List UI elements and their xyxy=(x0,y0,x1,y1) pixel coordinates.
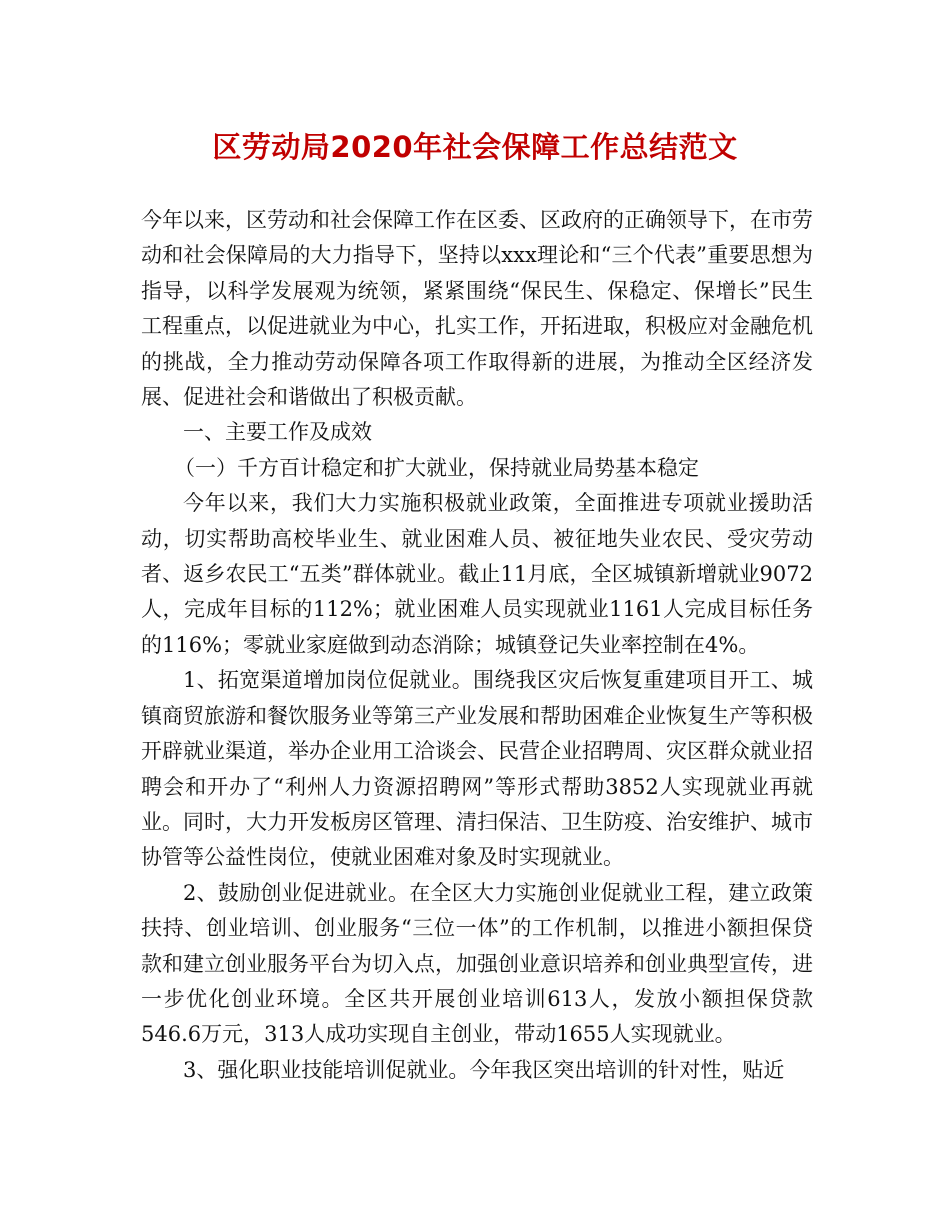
document-body xyxy=(141,203,813,1088)
document-title: 区劳动局2020年社会保障工作总结范文 xyxy=(212,130,738,164)
section-heading: 一、主要工作及成效 xyxy=(183,420,372,445)
paragraph-item-1: 1、拓宽渠道增加岗位促就业。围绕我区灾后恢复重建项目开工、城镇商贸旅游和餐饮服务业等第三产业发展和帮助困难企业恢复生产等积极开辟就业渠道，举办企业用工洽谈会、民营企业招聘周、灾区群众就业招聘会和开办了“利州人力资源招聘网”等形式帮助3852人实现就业再就业。同时，大力开发板房区管理、清扫保洁、卫生防疫、治安维护、城市协管等公益性岗位，使就业困难对象及时实现就业。 xyxy=(141,668,813,870)
paragraph-intro: 今年以来，区劳动和社会保障工作在区委、区政府的正确领导下，在市劳动和社会保障局的大力指导下，坚持以xxx理论和“三个代表”重要思想为指导，以科学发展观为统领，紧紧围绕“保民生、保稳定、保增长”民生工程重点，以促进就业为中心，扎实工作，开拓进取，积极应对金融危机的挑战，全力推动劳动保障各项工作取得新的进展，为推动全区经济发展、促进社会和谐做出了积极贡献。 xyxy=(141,208,813,410)
paragraph-employment: 今年以来，我们大力实施积极就业政策，全面推进专项就业援助活动，切实帮助高校毕业生、就业困难人员、被征地失业农民、受灾劳动者、返乡农民工“五类”群体就业。截止11月底，全区城镇新增就业9072人，完成年目标的112%；就业困难人员实现就业1161人完成目标任务的116%；零就业家庭做到动态消除；城镇登记失业率控制在4%。 xyxy=(141,491,813,657)
paragraph-item-2: 2、鼓励创业促进就业。在全区大力实施创业促就业工程，建立政策扶持、创业培训、创业服务“三位一体”的工作机制，以推进小额担保贷款和建立创业服务平台为切入点，加强创业意识培养和创业典型宣传，进一步优化创业环境。全区共开展创业培训613人，发放小额担保贷款546.6万元，313人成功实现自主创业，带动1655人实现就业。 xyxy=(141,880,813,1047)
paragraph-item-3: 3、强化职业技能培训促就业。今年我区突出培训的针对性，贴近 xyxy=(183,1057,785,1082)
subsection-heading: （一）千方百计稳定和扩大就业，保持就业局势基本稳定 xyxy=(174,455,699,480)
